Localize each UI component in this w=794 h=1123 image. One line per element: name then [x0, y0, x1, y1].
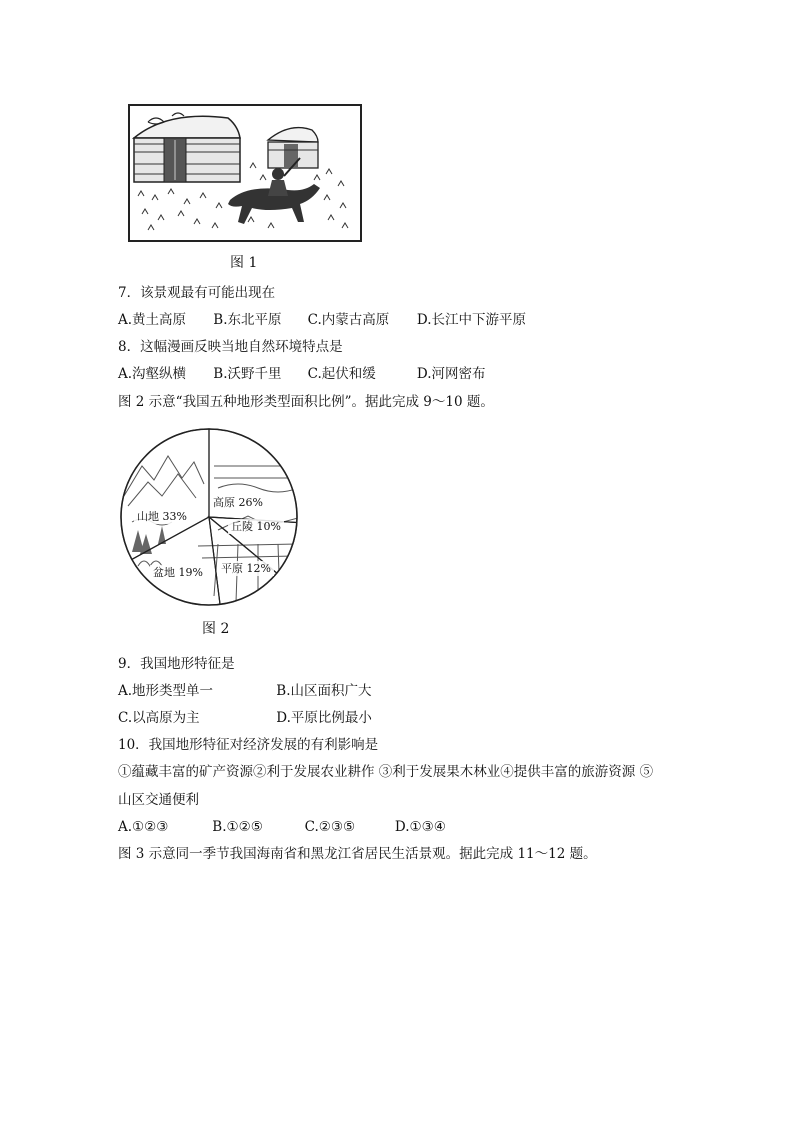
q7-option-d: D.长江中下游平原	[416, 312, 527, 328]
figure-3-intro: 图 3 示意同一季节我国海南省和黑龙江省居民生活景观。据此完成 11～12 题。	[118, 846, 597, 862]
pie-label-山地: 山地 33%	[137, 510, 187, 523]
question-8-options	[118, 365, 486, 383]
q8-option-a: A.沟壑纵横	[118, 366, 187, 382]
q10-option-d: D.①③④	[394, 819, 446, 835]
pie-label-盆地: 盆地 19%	[153, 566, 203, 579]
q9-option-b: B.山区面积广大	[276, 683, 372, 699]
question-8-stem: 8．这幅漫画反映当地自然环境特点是	[118, 339, 343, 355]
landform-pie-chart	[118, 426, 300, 608]
figure-1-caption: 图 1	[230, 255, 258, 271]
q10-option-a: A.①②③	[118, 819, 169, 835]
q8-option-b: B.沃野千里	[213, 366, 282, 382]
q9-option-a: A.地形类型单一	[118, 683, 214, 699]
q9-option-d: D.平原比例最小	[276, 710, 372, 726]
figure-2	[118, 426, 300, 608]
question-10-statements-line-1: ①蕴藏丰富的矿产资源②利于发展农业耕作 ③利于发展果木林业④提供丰富的旅游资源 ⑤	[118, 764, 654, 780]
question-10-stem: 10．我国地形特征对经济发展的有利影响是	[118, 737, 379, 753]
pie-label-平原: 平原 12%	[221, 562, 271, 575]
question-9-options-row-1	[118, 682, 372, 700]
question-7-options	[118, 311, 526, 329]
figure-1-illustration	[128, 104, 362, 242]
q9-option-c: C.以高原为主	[118, 710, 200, 726]
q8-option-d: D.河网密布	[416, 366, 486, 382]
q10-option-b: B.①②⑤	[212, 819, 263, 835]
question-9-options-row-2	[118, 709, 372, 727]
question-7-stem: 7．该景观最有可能出现在	[118, 285, 276, 301]
figure-2-caption: 图 2	[202, 621, 230, 637]
q7-option-b: B.东北平原	[213, 312, 282, 328]
question-10-statements-line-2: 山区交通便利	[118, 792, 199, 808]
pie-label-高原: 高原 26%	[213, 496, 263, 509]
q7-option-a: A.黄土高原	[118, 312, 187, 328]
q8-option-c: C.起伏和缓	[307, 366, 376, 382]
question-9-stem: 9．我国地形特征是	[118, 656, 235, 672]
figure-2-intro: 图 2 示意“我国五种地形类型面积比例”。据此完成 9～10 题。	[118, 394, 494, 410]
question-10-options	[118, 818, 446, 836]
pie-label-丘陵: 丘陵 10%	[231, 520, 281, 533]
figure-1	[128, 104, 362, 242]
q7-option-c: C.内蒙古高原	[307, 312, 390, 328]
q10-option-c: C.②③⑤	[304, 819, 356, 835]
